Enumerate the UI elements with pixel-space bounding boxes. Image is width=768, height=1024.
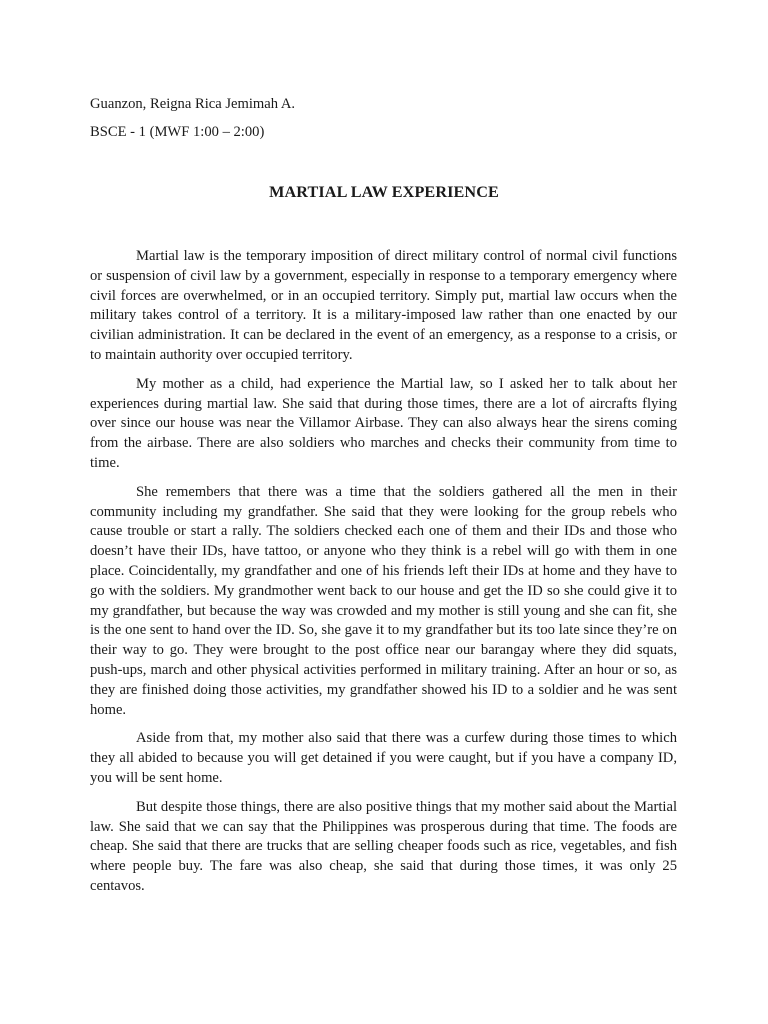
- document-body: [90, 247, 677, 906]
- paragraph-5: But despite those things, there are also positive things that my mother said about the Martial law. She said that we can say that the Philippines was prosperous during that time. The foods are cheap. She said that there are trucks that are selling cheaper foods such as rice, vegetables, and fish where people buy. The fare was also cheap, she said that during those times, it was only 25 centavos.: [90, 798, 677, 894]
- document-title: MARTIAL LAW EXPERIENCE: [269, 183, 499, 201]
- paragraph-3: She remembers that there was a time that the soldiers gathered all the men in their community including my grandfather. She said that they were looking for the group rebels who cause trouble or start a rally. The soldiers checked each one of them and their IDs and those who doesn’t have their IDs, have tattoo, or anyone who they think is a rebel will go with them in one place. Coincidentally, my grandfather and one of his friends left their IDs at home and they have to go with the soldiers. My grandmother went back to our house and get the ID so she could give it to my grandfather, but because the way was crowded and my mother is still young and she can fit, she is the one sent to hand over the ID. So, she gave it to my grandfather but its too late since they’re on their way to go. They were brought to the post office near our barangay where they did squats, push-ups, march and other physical activities performed in military training. After an hour or so, as they are finished doing those activities, my grandfather showed his ID to a soldier and he was sent home.: [90, 483, 677, 718]
- course-section: BSCE - 1 (MWF 1:00 – 2:00): [90, 124, 265, 140]
- author-name: Guanzon, Reigna Rica Jemimah A.: [90, 96, 296, 112]
- paragraph-4: Aside from that, my mother also said that there was a curfew during those times to which they all abided to because you will get detained if you were caught, but if you have a company ID, you will be sent home.: [90, 730, 677, 786]
- paragraph-1: Martial law is the temporary imposition of direct military control of normal civil functions or suspension of civil law by a government, especially in response to a temporary emergency where civil forces are overwhelmed, or in an occupied territory. Simply put, martial law occurs when the military takes control of a territory. It is a military-imposed law rather than one enacted by our civilian administration. It can be declared in the event of an emergency, as a response to a crisis, or to maintain authority over occupied territory.: [90, 248, 677, 363]
- paragraph-2: My mother as a child, had experience the Martial law, so I asked her to talk about her experiences during martial law. She said that during those times, there are a lot of aircrafts flying over since our house was near the Villamor Airbase. They can also always hear the sirens coming from the airbase. There are also soldiers who marches and checks their community from time to time.: [90, 375, 677, 471]
